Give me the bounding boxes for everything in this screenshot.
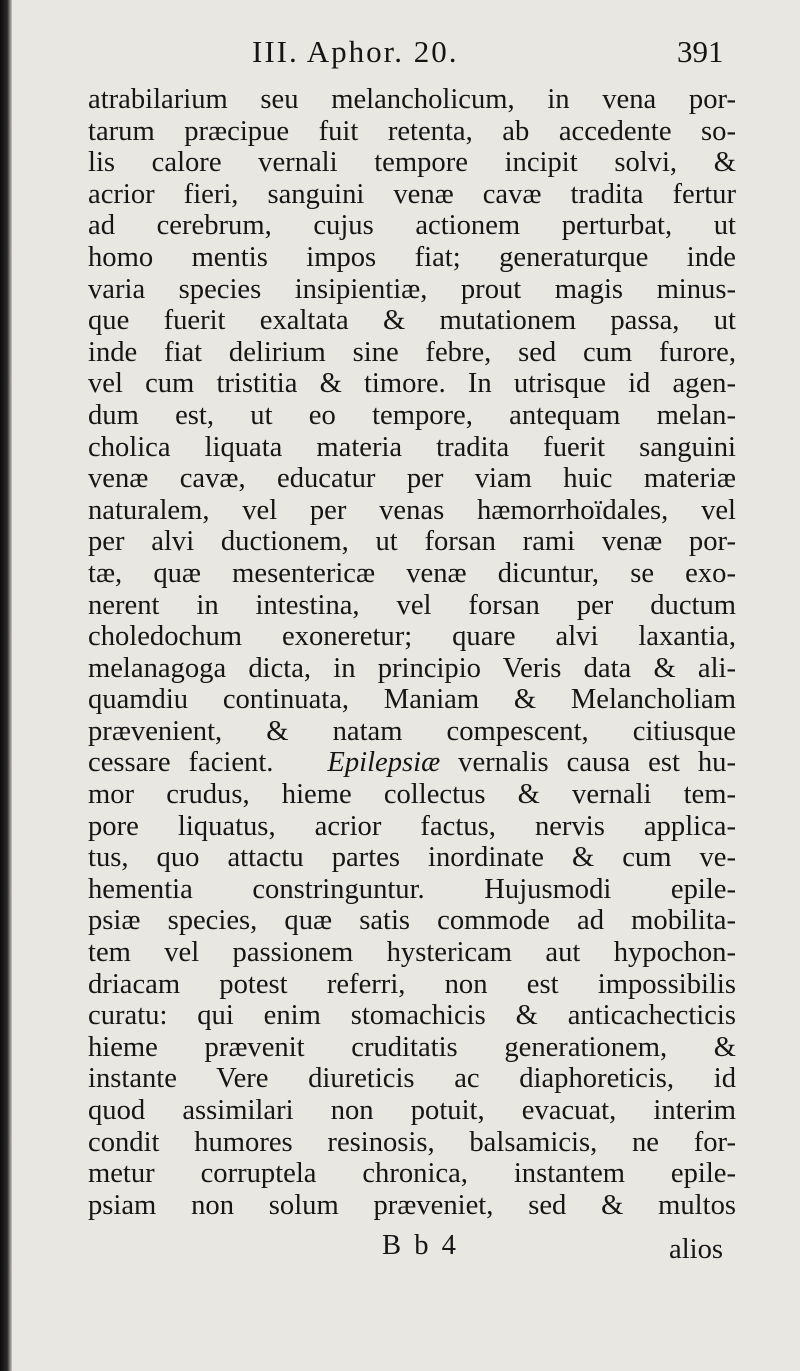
text-line: quod assimilari non potuit, evacuat, interim [88, 1095, 736, 1126]
text-line: nerent in intestina, vel forsan per ductum [88, 589, 736, 621]
text-line: lis calore vernali tempore incipit solvi, & [88, 147, 736, 179]
page-number: 391 [677, 34, 724, 69]
running-head [12, 28, 800, 78]
text-line: choledochum exoneretur; quare alvi laxantia, [88, 621, 736, 653]
text-line: tæ, quæ mesentericæ venæ dicuntur, se exo- [88, 557, 736, 589]
text-segment: cessare facient. [88, 747, 274, 779]
book-gutter-edge [0, 0, 12, 1371]
text-line: hieme prævenit cruditatis generationem, & [88, 1031, 736, 1063]
text-line: homo mentis impos fiat; generaturque inde [88, 241, 736, 273]
text-line: varia species insipientiæ, prout magis minus- [88, 273, 736, 305]
text-segment: vernalis causa est hu- [458, 747, 736, 779]
text-line: naturalem, vel per venas hæmorrhoïdales, vel [88, 494, 736, 526]
text-line: vel cum tristitia & timore. In utrisque id agen- [88, 368, 736, 400]
text-line: venæ cavæ, educatur per viam huic materiæ [88, 463, 736, 495]
text-line: mor crudus, hieme collectus & vernali tem- [88, 779, 736, 811]
text-line: tem vel passionem hystericam aut hypochon- [88, 937, 736, 969]
signature-mark: B b 4 [382, 1230, 459, 1261]
text-line: metur corruptela chronica, instantem epile- [88, 1158, 736, 1190]
text-line: per alvi ductionem, ut forsan rami venæ por- [88, 526, 736, 558]
text-line: cholica liquata materia tradita fuerit sanguini [88, 431, 736, 463]
text-line: psiam non solum præveniet, sed & multos [88, 1189, 736, 1221]
page-footer [12, 1230, 800, 1270]
text-line: curatu: qui enim stomachicis & anticachecticis [88, 1000, 736, 1032]
book-page [12, 0, 800, 1371]
text-line: ad cerebrum, cujus actionem perturbat, ut [88, 210, 736, 242]
text-line: instante Vere diureticis ac diaphoreticis, id [88, 1063, 736, 1095]
text-line: melanagoga dicta, in principio Veris data & ali- [88, 652, 736, 684]
text-line: psiæ species, quæ satis commode ad mobilita- [88, 905, 736, 937]
text-line: acrior fieri, sanguini venæ cavæ tradita fertur [88, 178, 736, 210]
text-line: quamdiu continuata, Maniam & Melancholiam [88, 684, 736, 716]
italic-term: Epilepsiæ [327, 747, 441, 779]
text-line: prævenient, & natam compescent, citiusque [88, 715, 736, 747]
text-line: atrabilarium seu melancholicum, in vena por- [88, 84, 736, 115]
text-line: tarum præcipue fuit retenta, ab accedente so- [88, 115, 736, 147]
text-line: hementia constringuntur. Hujusmodi epile- [88, 873, 736, 905]
text-line: tus, quo attactu partes inordinate & cum ve- [88, 842, 736, 874]
running-head-title: III. Aphor. 20. [252, 34, 459, 69]
text-line: pore liquatus, acrior factus, nervis applica- [88, 810, 736, 842]
text-line: driacam potest referri, non est impossibilis [88, 968, 736, 1000]
body-text [88, 84, 736, 1221]
text-line: dum est, ut eo tempore, antequam melan- [88, 399, 736, 431]
text-line: condit humores resinosis, balsamicis, ne for- [88, 1126, 736, 1158]
text-line-mixed [88, 747, 736, 779]
text-line: inde fiat delirium sine febre, sed cum furore, [88, 336, 736, 368]
catchword: alios [669, 1234, 724, 1265]
text-line: que fuerit exaltata & mutationem passa, ut [88, 305, 736, 337]
